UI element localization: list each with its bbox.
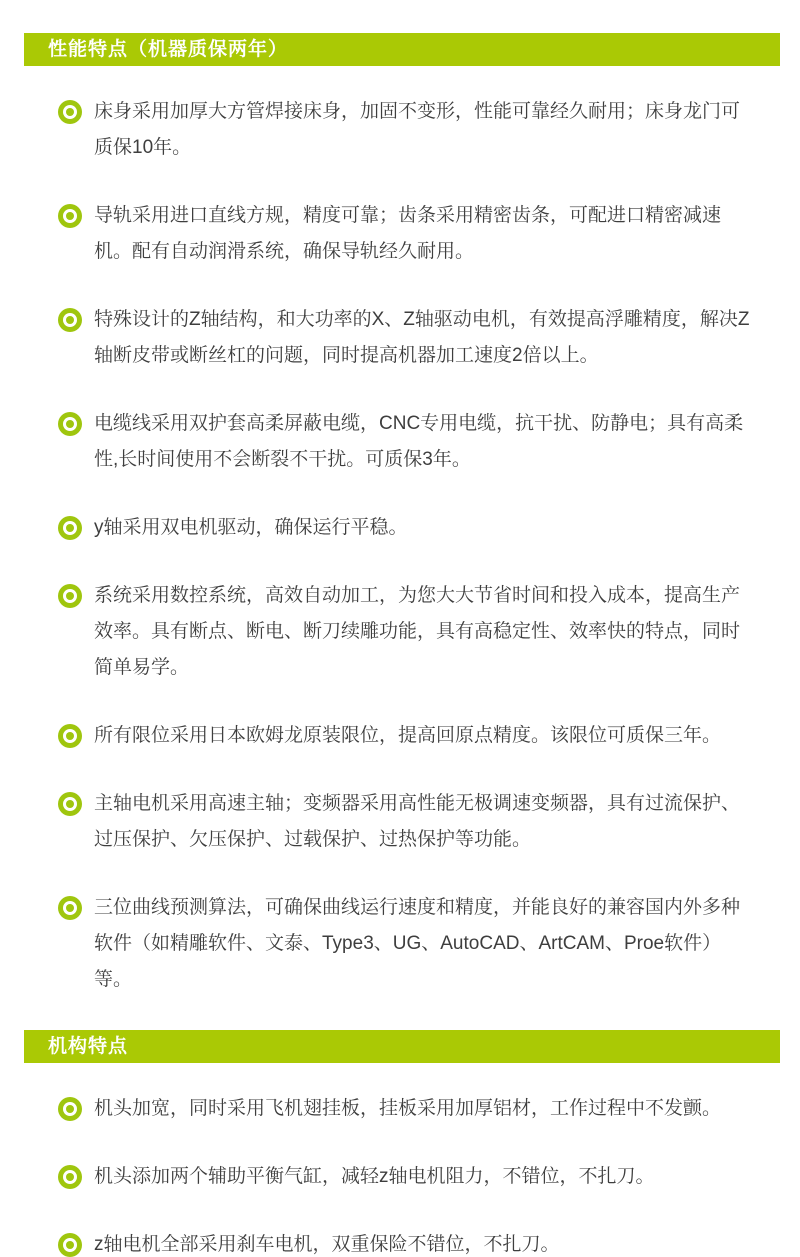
list-item <box>58 786 800 858</box>
feature-text: 电缆线采用双护套高柔屏蔽电缆，CNC专用电缆，抗干扰、防静电；具有高柔性,长时间使用不会断裂不干扰。可质保3年。 <box>94 413 744 470</box>
feature-section <box>0 1030 800 1257</box>
feature-text: 特殊设计的Z轴结构，和大功率的X、Z轴驱动电机，有效提高浮雕精度，解决Z轴断皮带或断丝杠的问题，同时提高机器加工速度2倍以上。 <box>94 309 750 366</box>
target-bullet-icon <box>58 100 82 124</box>
list-item <box>58 1227 800 1257</box>
list-item <box>58 510 800 546</box>
target-bullet-icon <box>58 1233 82 1257</box>
section-title: 性能特点（机器质保两年） <box>48 39 289 60</box>
target-bullet-icon <box>58 412 82 436</box>
feature-list <box>0 94 800 998</box>
list-item <box>58 302 800 374</box>
target-bullet-icon <box>58 308 82 332</box>
target-bullet-icon <box>58 896 82 920</box>
feature-text: 系统采用数控系统，高效自动加工，为您大大节省时间和投入成本，提高生产效率。具有断点、断电、断刀续雕功能，具有高稳定性、效率快的特点，同时简单易学。 <box>94 585 741 678</box>
list-item <box>58 718 800 754</box>
feature-text: 机头加宽，同时采用飞机翅挂板，挂板采用加厚铝材，工作过程中不发颤。 <box>94 1098 722 1119</box>
feature-text: 三位曲线预测算法，可确保曲线运行速度和精度，并能良好的兼容国内外多种软件（如精雕软件、文泰、Type3、UG、AutoCAD、ArtCAM、Proe软件）等。 <box>94 897 741 990</box>
list-item <box>58 406 800 478</box>
feature-text: y轴采用双电机驱动，确保运行平稳。 <box>94 517 408 538</box>
target-bullet-icon <box>58 1165 82 1189</box>
feature-text: 机头添加两个辅助平衡气缸，减轻z轴电机阻力，不错位，不扎刀。 <box>94 1166 655 1187</box>
section-header-bar <box>24 1030 780 1063</box>
sections-container <box>0 33 800 1257</box>
feature-section <box>0 33 800 998</box>
target-bullet-icon <box>58 724 82 748</box>
feature-text: 床身采用加厚大方管焊接床身，加固不变形，性能可靠经久耐用；床身龙门可质保10年。 <box>94 101 741 158</box>
feature-list <box>0 1091 800 1257</box>
section-header-bar <box>24 33 780 66</box>
list-item <box>58 890 800 998</box>
list-item <box>58 198 800 270</box>
list-item <box>58 578 800 686</box>
feature-text: z轴电机全部采用刹车电机，双重保险不错位，不扎刀。 <box>94 1234 560 1255</box>
target-bullet-icon <box>58 516 82 540</box>
target-bullet-icon <box>58 1097 82 1121</box>
list-item <box>58 1091 800 1127</box>
feature-text: 主轴电机采用高速主轴；变频器采用高性能无极调速变频器，具有过流保护、过压保护、欠压保护、过载保护、过热保护等功能。 <box>94 793 741 850</box>
target-bullet-icon <box>58 792 82 816</box>
feature-text: 所有限位采用日本欧姆龙原装限位，提高回原点精度。该限位可质保三年。 <box>94 725 722 746</box>
target-bullet-icon <box>58 584 82 608</box>
feature-text: 导轨采用进口直线方规，精度可靠；齿条采用精密齿条，可配进口精密减速机。配有自动润滑系统，确保导轨经久耐用。 <box>94 205 722 262</box>
list-item <box>58 94 800 166</box>
section-title: 机构特点 <box>48 1036 129 1057</box>
list-item <box>58 1159 800 1195</box>
target-bullet-icon <box>58 204 82 228</box>
